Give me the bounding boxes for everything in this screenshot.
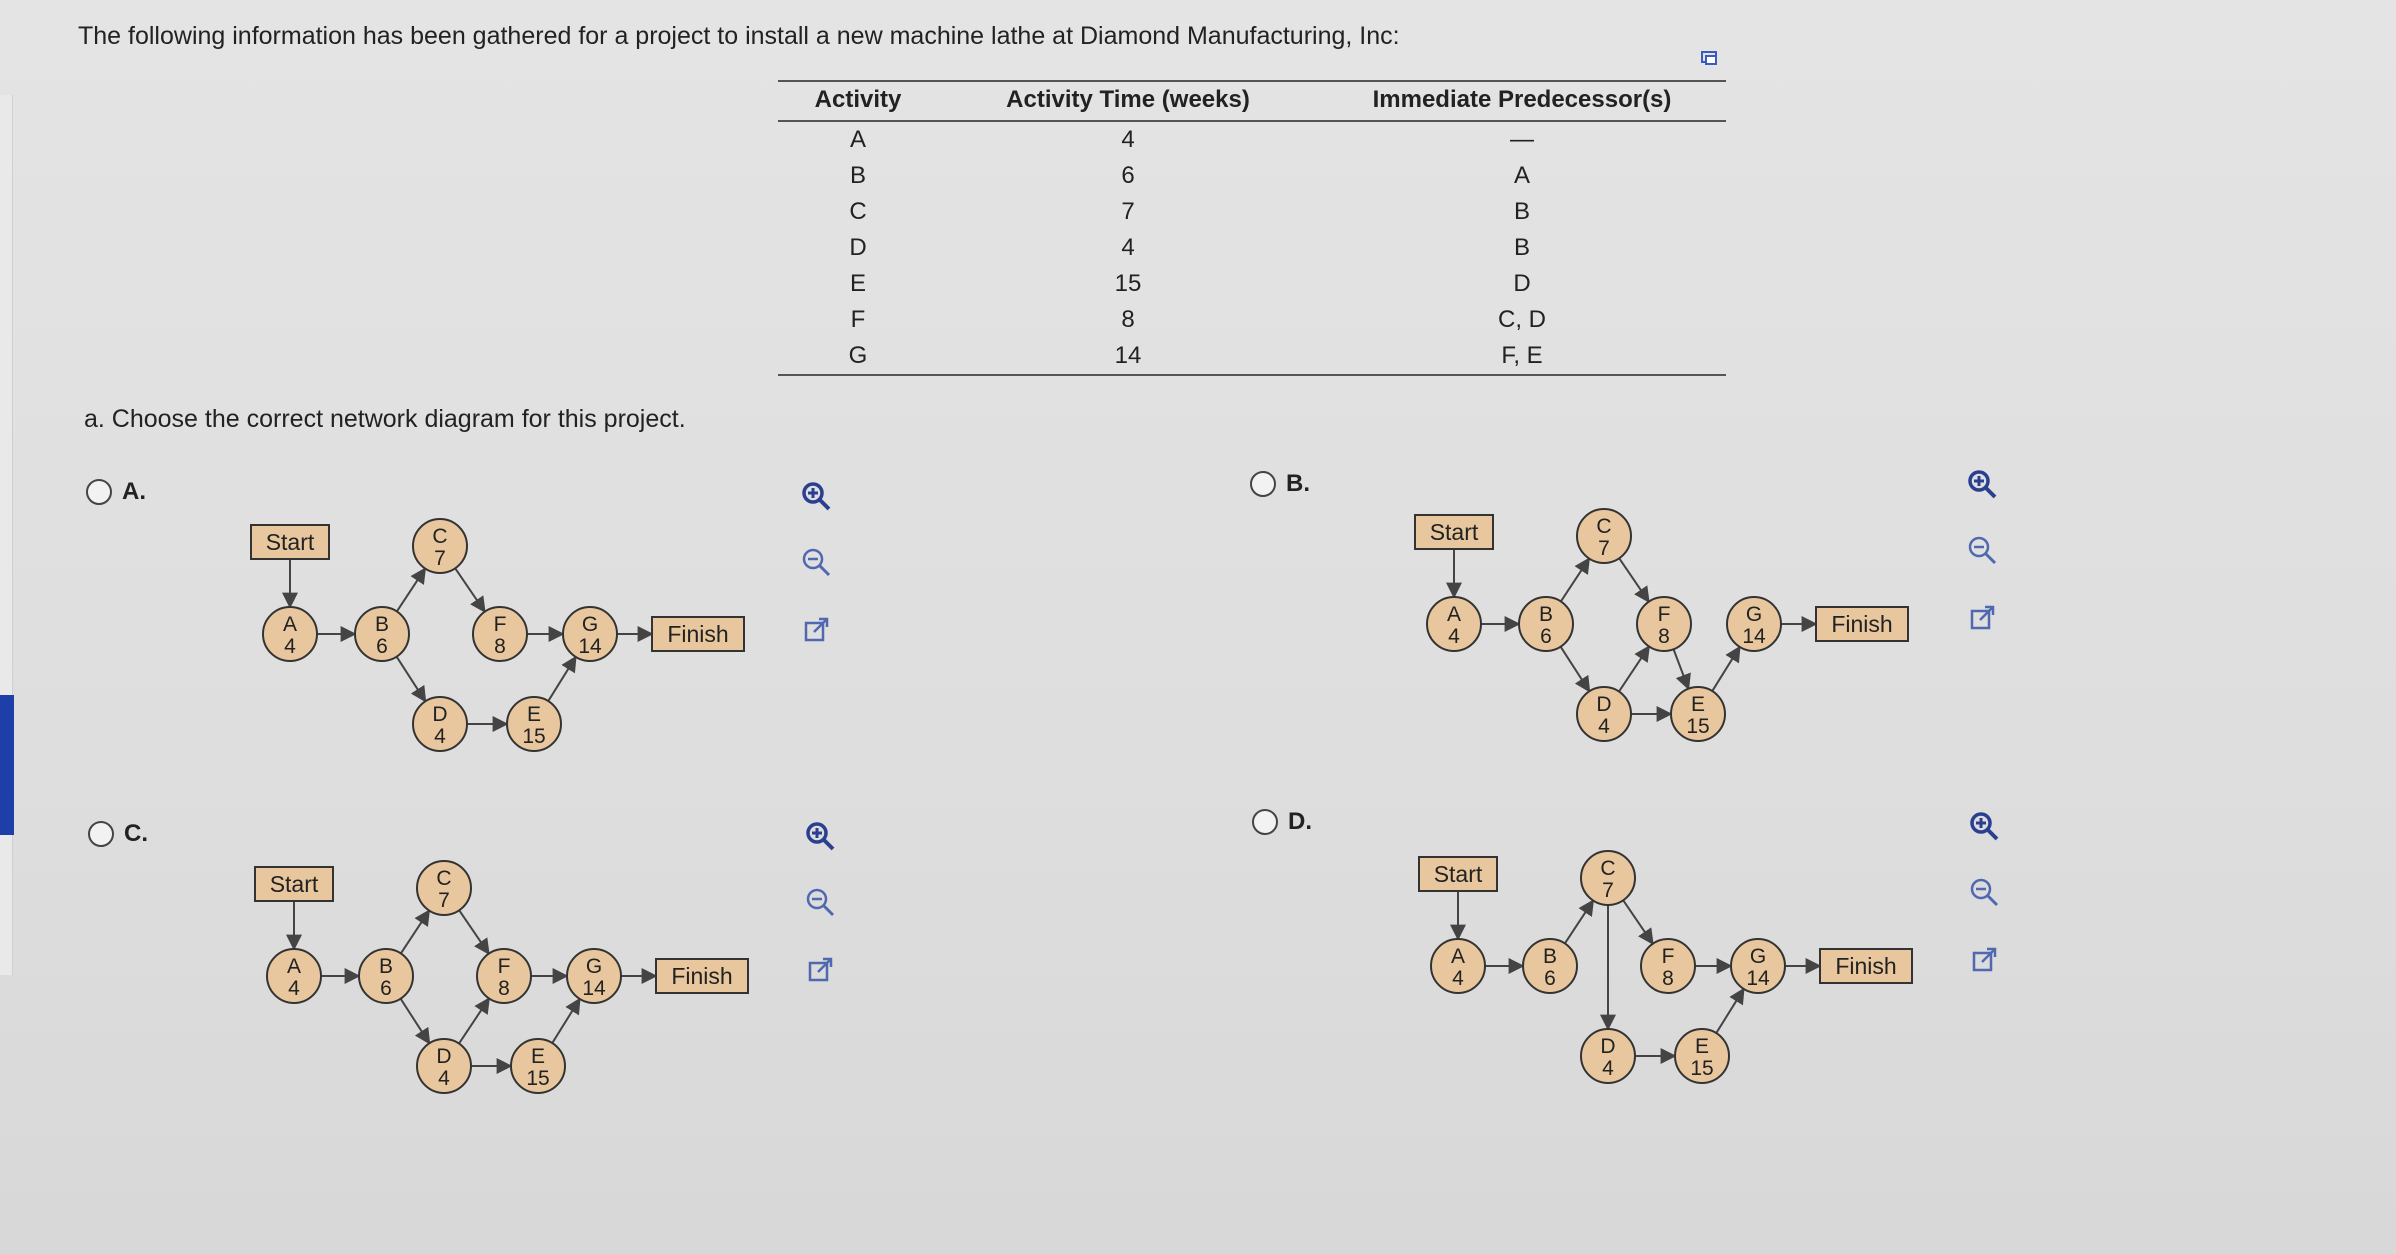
svg-text:A: A: [1446, 603, 1462, 626]
svg-text:6: 6: [1544, 967, 1556, 990]
edge-e-g: [548, 657, 575, 701]
edge-d-f: [459, 998, 489, 1043]
zoom-out-icon[interactable]: [1962, 530, 2002, 570]
zoom-out-icon[interactable]: [800, 882, 840, 922]
open-external-icon[interactable]: [796, 610, 836, 650]
edge-c-f: [455, 568, 485, 611]
open-external-icon[interactable]: [1964, 940, 2004, 980]
option-a[interactable]: [86, 478, 146, 506]
activity-node-c: [413, 519, 467, 573]
cell-time: 4: [1121, 126, 1135, 153]
svg-text:F: F: [493, 613, 507, 636]
radio-button[interactable]: [1250, 471, 1276, 497]
activity-node-a: [267, 949, 321, 1003]
zoom-in-icon[interactable]: [800, 816, 840, 856]
table-row: [778, 194, 1726, 230]
activity-node-f: [1637, 597, 1691, 651]
diagram-option-b: [1414, 500, 1934, 800]
option-d[interactable]: [1252, 808, 1312, 836]
edge-d-f: [1619, 646, 1649, 691]
cell-predecessor: B: [1513, 234, 1530, 261]
edge-f-e: [1674, 649, 1689, 688]
activity-node-e: [1671, 687, 1725, 741]
svg-text:15: 15: [526, 1067, 550, 1090]
svg-text:A: A: [282, 613, 298, 636]
start-box: [255, 867, 333, 901]
activity-node-c: [1581, 851, 1635, 905]
svg-text:C: C: [1600, 857, 1616, 880]
svg-text:B: B: [374, 613, 390, 636]
cell-activity: E: [849, 270, 866, 297]
diagram-option-a: [250, 510, 770, 810]
activity-node-b: [1519, 597, 1573, 651]
edge-b-d: [397, 657, 426, 702]
option-c[interactable]: [88, 820, 148, 848]
svg-text:G: G: [581, 613, 599, 636]
svg-text:C: C: [432, 525, 448, 548]
zoom-in-icon[interactable]: [1964, 806, 2004, 846]
svg-text:Start: Start: [269, 871, 319, 897]
svg-text:4: 4: [284, 635, 296, 658]
edge-e-g: [1712, 647, 1739, 691]
svg-text:4: 4: [1598, 715, 1610, 738]
cell-predecessor: —: [1510, 126, 1534, 153]
cell-predecessor: F, E: [1318, 338, 1726, 375]
svg-text:6: 6: [1540, 625, 1552, 648]
radio-button[interactable]: [86, 479, 112, 505]
activity-node-g: [567, 949, 621, 1003]
svg-text:8: 8: [498, 977, 510, 1000]
svg-text:Finish: Finish: [671, 963, 733, 989]
svg-text:G: G: [1749, 945, 1767, 968]
svg-text:Finish: Finish: [1831, 611, 1893, 637]
diagram-option-c: [254, 852, 774, 1152]
svg-text:15: 15: [1690, 1057, 1714, 1080]
activity-node-a: [263, 607, 317, 661]
activity-node-b: [355, 607, 409, 661]
edge-c-f: [459, 910, 489, 953]
cell-activity: B: [849, 162, 866, 189]
svg-text:C: C: [1596, 515, 1612, 538]
option-label: B.: [1286, 470, 1310, 497]
activity-node-d: [1581, 1029, 1635, 1083]
svg-text:15: 15: [1686, 715, 1710, 738]
option-label: D.: [1288, 808, 1312, 835]
finish-box: [1816, 607, 1908, 641]
table-row: [778, 121, 1726, 158]
svg-text:B: B: [1542, 945, 1558, 968]
activity-node-f: [1641, 939, 1695, 993]
svg-text:15: 15: [522, 725, 546, 748]
activity-table: [778, 80, 1726, 376]
header-predecessors: Immediate Predecessor(s): [1318, 81, 1726, 121]
problem-intro: The following information has been gathered for a project to install a new machine lathe at Diamond Manufacturing, Inc:: [78, 22, 1400, 50]
finish-box: [652, 617, 744, 651]
zoom-out-icon[interactable]: [796, 542, 836, 582]
activity-node-b: [1523, 939, 1577, 993]
table-row: [778, 302, 1726, 338]
svg-text:E: E: [526, 703, 542, 726]
activity-node-c: [1577, 509, 1631, 563]
activity-node-g: [1727, 597, 1781, 651]
left-accent-bar: [0, 695, 14, 835]
svg-text:14: 14: [1742, 625, 1766, 648]
activity-node-e: [507, 697, 561, 751]
open-external-icon[interactable]: [800, 950, 840, 990]
edge-e-g: [1716, 989, 1743, 1033]
svg-text:D: D: [1600, 1035, 1616, 1058]
svg-text:D: D: [436, 1045, 452, 1068]
finish-box: [656, 959, 748, 993]
activity-node-c: [417, 861, 471, 915]
start-box: [1419, 857, 1497, 891]
svg-text:F: F: [1657, 603, 1671, 626]
option-label: A.: [122, 478, 146, 505]
finish-box: [1820, 949, 1912, 983]
edge-b-d: [401, 999, 430, 1044]
table-row: [778, 158, 1726, 194]
svg-text:4: 4: [288, 977, 300, 1000]
activity-node-g: [1731, 939, 1785, 993]
cell-activity: A: [849, 126, 866, 153]
svg-text:E: E: [530, 1045, 546, 1068]
edge-b-d: [1561, 647, 1590, 692]
svg-text:4: 4: [438, 1067, 450, 1090]
activity-node-f: [477, 949, 531, 1003]
start-box: [1415, 515, 1493, 549]
edge-c-f: [1623, 900, 1653, 943]
svg-text:E: E: [1690, 693, 1706, 716]
cell-time: 15: [1114, 270, 1142, 297]
activity-node-d: [417, 1039, 471, 1093]
svg-text:8: 8: [494, 635, 506, 658]
svg-text:Start: Start: [1429, 519, 1479, 545]
edge-b-c: [401, 911, 429, 954]
svg-text:7: 7: [1602, 879, 1614, 902]
svg-text:Start: Start: [265, 529, 315, 555]
svg-text:A: A: [286, 955, 302, 978]
edge-b-c: [1565, 901, 1593, 944]
svg-text:8: 8: [1658, 625, 1670, 648]
svg-text:D: D: [432, 703, 448, 726]
table-row: [778, 230, 1726, 266]
svg-text:6: 6: [376, 635, 388, 658]
svg-text:A: A: [1450, 945, 1466, 968]
cell-predecessor: D: [1513, 270, 1531, 297]
svg-text:C: C: [436, 867, 452, 890]
edge-c-f: [1619, 558, 1649, 601]
cell-activity: F: [850, 306, 866, 333]
svg-text:F: F: [1661, 945, 1675, 968]
svg-text:7: 7: [438, 889, 450, 912]
diagram-option-d: [1418, 842, 1938, 1142]
zoom-in-icon[interactable]: [796, 476, 836, 516]
cell-time: 6: [1121, 162, 1135, 189]
cell-time: 7: [1121, 198, 1135, 225]
cell-activity: D: [849, 234, 867, 261]
edge-e-g: [552, 999, 579, 1043]
svg-text:7: 7: [1598, 537, 1610, 560]
activity-node-f: [473, 607, 527, 661]
cell-predecessor: B: [1513, 198, 1530, 225]
cell-time: 4: [1121, 234, 1135, 261]
header-activity: Activity: [778, 81, 938, 121]
option-b[interactable]: [1250, 470, 1310, 498]
zoom-out-icon[interactable]: [1964, 872, 2004, 912]
svg-text:4: 4: [1448, 625, 1460, 648]
svg-text:B: B: [1538, 603, 1554, 626]
svg-text:6: 6: [380, 977, 392, 1000]
option-label: C.: [124, 820, 148, 847]
radio-button[interactable]: [1252, 809, 1278, 835]
svg-text:F: F: [497, 955, 511, 978]
question-a: a. Choose the correct network diagram for this project.: [84, 405, 686, 433]
edge-b-c: [1561, 559, 1589, 602]
activity-node-g: [563, 607, 617, 661]
svg-text:4: 4: [434, 725, 446, 748]
svg-text:E: E: [1694, 1035, 1710, 1058]
cell-activity: C: [849, 198, 867, 225]
svg-text:G: G: [585, 955, 603, 978]
activity-node-a: [1431, 939, 1485, 993]
zoom-in-icon[interactable]: [1962, 464, 2002, 504]
activity-node-e: [1675, 1029, 1729, 1083]
svg-text:4: 4: [1602, 1057, 1614, 1080]
open-external-icon[interactable]: [1962, 598, 2002, 638]
activity-node-d: [413, 697, 467, 751]
cell-predecessor: C, D: [1498, 306, 1546, 333]
cell-time: 14: [938, 338, 1318, 375]
left-panel-edge: [0, 95, 13, 975]
svg-text:Finish: Finish: [1835, 953, 1897, 979]
svg-text:D: D: [1596, 693, 1612, 716]
svg-text:14: 14: [578, 635, 602, 658]
svg-text:4: 4: [1452, 967, 1464, 990]
edge-b-c: [397, 569, 425, 612]
svg-text:B: B: [378, 955, 394, 978]
svg-text:7: 7: [434, 547, 446, 570]
document-icon[interactable]: [1700, 48, 1720, 68]
start-box: [251, 525, 329, 559]
activity-node-d: [1577, 687, 1631, 741]
table-row: [778, 266, 1726, 302]
svg-text:14: 14: [582, 977, 606, 1000]
svg-text:8: 8: [1662, 967, 1674, 990]
svg-text:Finish: Finish: [667, 621, 729, 647]
cell-time: 8: [1121, 306, 1135, 333]
activity-node-e: [511, 1039, 565, 1093]
table-row: [778, 338, 1726, 375]
svg-text:Start: Start: [1433, 861, 1483, 887]
activity-node-a: [1427, 597, 1481, 651]
cell-activity: G: [778, 338, 938, 375]
cell-predecessor: A: [1513, 162, 1530, 189]
activity-node-b: [359, 949, 413, 1003]
svg-text:14: 14: [1746, 967, 1770, 990]
header-activity-time: Activity Time (weeks): [938, 81, 1318, 121]
radio-button[interactable]: [88, 821, 114, 847]
svg-text:G: G: [1745, 603, 1763, 626]
